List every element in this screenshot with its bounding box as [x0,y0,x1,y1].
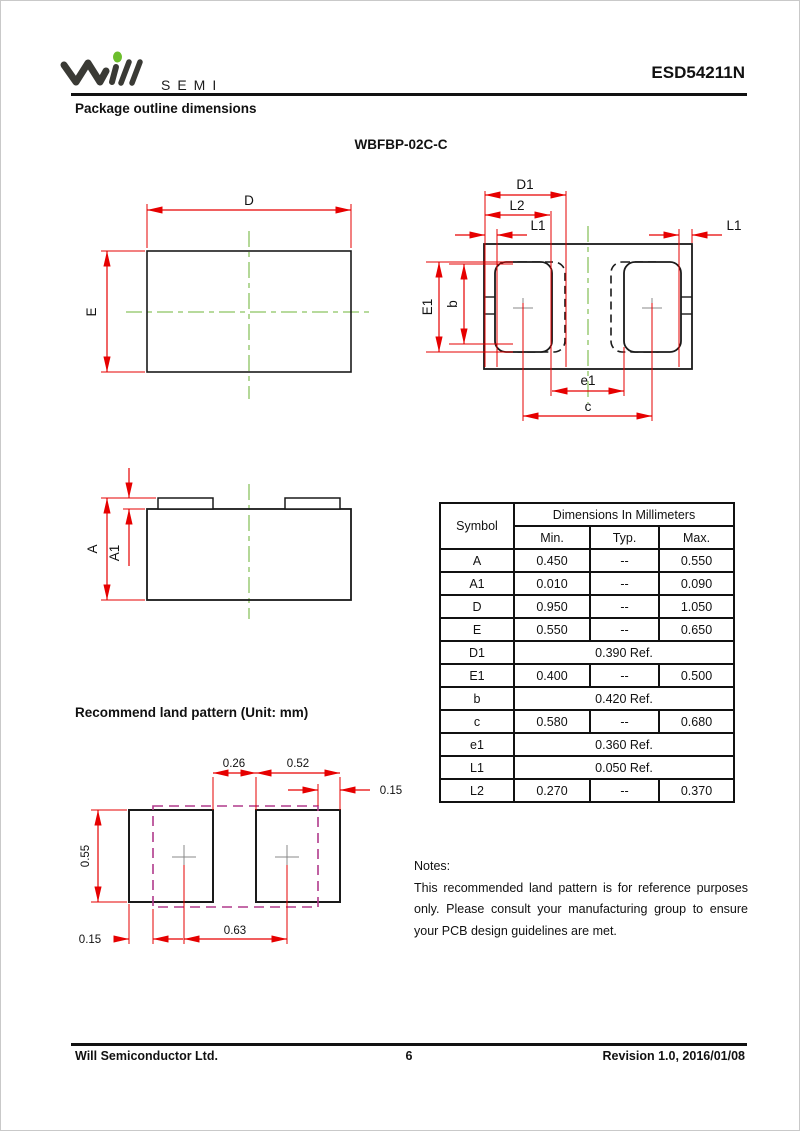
dim-label-l1-right: L1 [726,218,742,233]
drawing-land-pattern [61,751,431,961]
footer-rule [71,1043,747,1046]
dim-label-e1-pitch: e1 [580,373,596,388]
table-header-min: Min. [514,526,590,549]
footer-page-number: 6 [405,1049,413,1063]
dim-label-l2: L2 [509,198,525,213]
table-header-group: Dimensions In Millimeters [514,503,734,526]
table-header-symbol: Symbol [440,503,514,549]
table-header-max: Max. [659,526,734,549]
dimensions-table [439,502,735,803]
dim-label-d: D [244,193,254,208]
logo-w-mark [64,52,140,84]
dim-label-gap: 0.26 [222,758,246,770]
footer-company: Will Semiconductor Ltd. [75,1049,218,1063]
dim-label-a1: A1 [107,544,122,562]
dim-label-e1-height: E1 [420,298,435,316]
table-row: D 0.950 -- 1.050 [440,595,734,618]
table-row: E1 0.400 -- 0.500 [440,664,734,687]
dim-label-overhang-left: 0.15 [78,934,102,946]
drawing-side-view [61,441,381,641]
table-row: L1 0.050 Ref. [440,756,734,779]
table-row: c 0.580 -- 0.680 [440,710,734,733]
drawing-bottom-view [421,171,781,441]
dim-label-c: c [584,399,592,414]
table-row: A1 0.010 -- 0.090 [440,572,734,595]
dim-label-pad-width: 0.52 [286,758,310,770]
dim-label-pitch: 0.63 [223,925,247,937]
notes-label: Notes: [414,859,451,873]
drawing-top-view [61,171,381,416]
dim-label-pad-height: 0.55 [80,844,92,868]
table-header-typ: Typ. [590,526,659,549]
table-row: A 0.450 -- 0.550 [440,549,734,572]
notes-block [414,856,748,942]
footer-revision: Revision 1.0, 2016/01/08 [602,1049,745,1063]
package-name: WBFBP-02C-C [354,137,448,152]
page-title: Package outline dimensions [75,101,257,116]
table-row: D1 0.390 Ref. [440,641,734,664]
header-rule [71,93,747,96]
brand-semi-text: SEMI [161,77,224,93]
land-pad-right [256,810,340,902]
table-row: L2 0.270 -- 0.370 [440,779,734,802]
dim-label-e: E [84,307,99,317]
dim-label-overhang-right: 0.15 [379,785,403,797]
table-row: e1 0.360 Ref. [440,733,734,756]
dim-label-d1: D1 [516,177,534,192]
dim-label-b: b [445,300,460,308]
will-semi-logo [59,49,159,97]
notes-body: This recommended land pattern is for reference purposes only. Please consult your manufacturing group to ensure your PCB design guidelines are met. [414,880,748,938]
dim-label-l1-left: L1 [530,218,546,233]
land-pad-left [129,810,213,902]
bump-right [285,498,340,509]
land-pattern-title: Recommend land pattern (Unit: mm) [75,705,309,720]
table-row: b 0.420 Ref. [440,687,734,710]
part-number: ESD54211N [651,63,745,82]
bump-left [158,498,213,509]
dim-label-a: A [85,544,100,554]
table-row: E 0.550 -- 0.650 [440,618,734,641]
logo-green-dot [113,52,122,63]
